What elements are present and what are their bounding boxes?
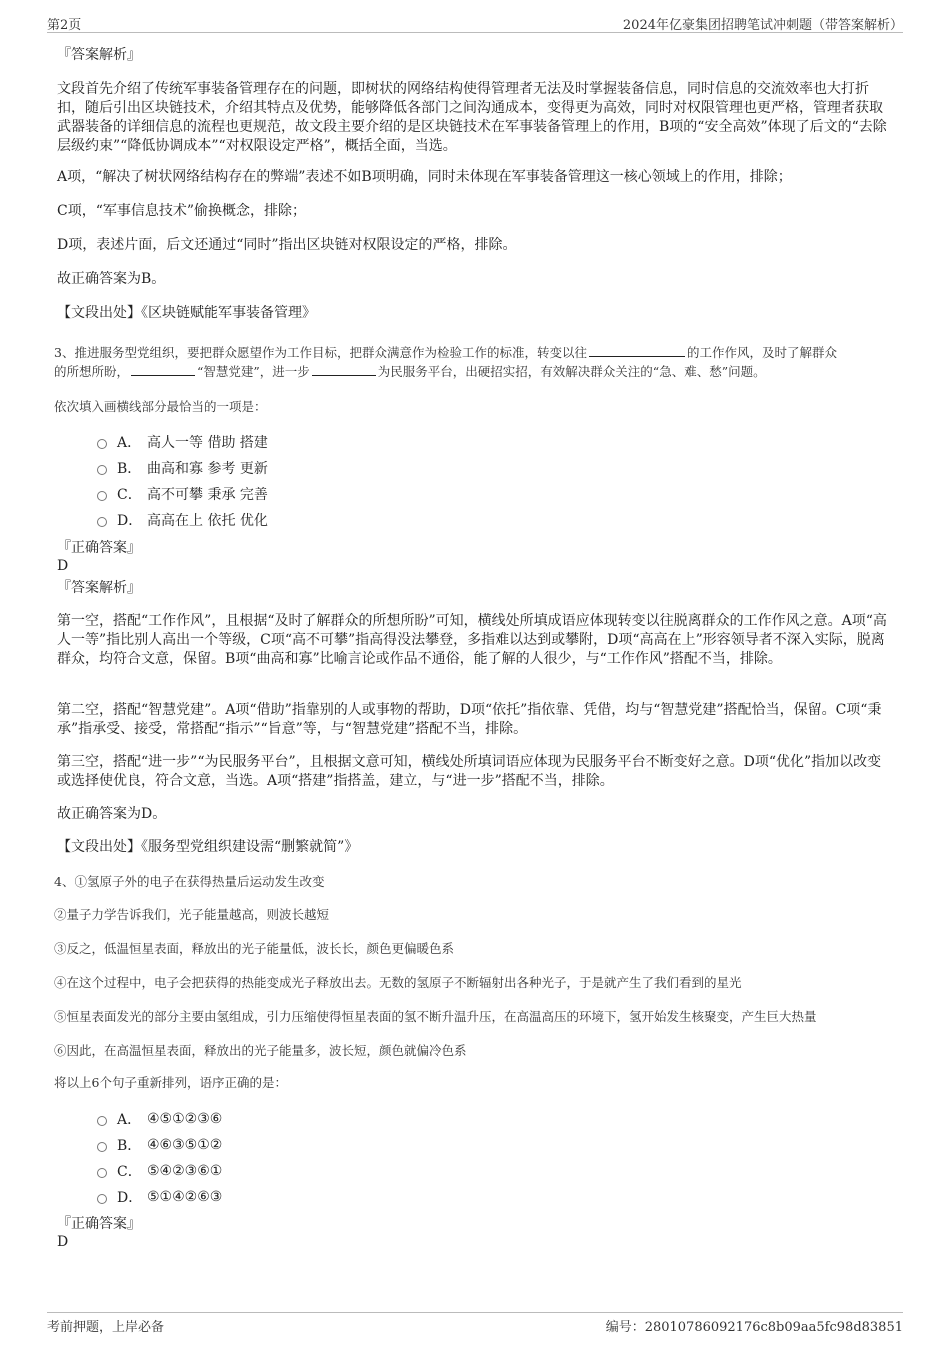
q4-option-a[interactable]: A． ④⑤①②③⑥ — [97, 1106, 222, 1132]
document-title: 2024年亿豪集团招聘笔试冲刺题（带答案解析） — [622, 18, 903, 33]
q4-sentence-3: ③反之，低温恒星表面，释放出的光子能量低，波长长，颜色更偏暖色系 — [54, 941, 455, 956]
q3-option-c[interactable]: C． 高不可攀 秉承 完善 — [97, 481, 268, 507]
footer-slogan: 考前押题，上岸必备 — [47, 1320, 165, 1335]
page-header — [47, 12, 903, 33]
q3-correct-label: 『正确答案』 — [57, 540, 141, 556]
q3-analysis-label: 『答案解析』 — [57, 580, 141, 596]
radio-icon[interactable] — [97, 1194, 107, 1204]
q3-analysis-para1: 第一空，搭配“工作作风”，且根据“及时了解群众的所想所盼”可知，横线处所填成语应体现转变以往脱离群众的工作作风之意。A项“高人一等”指比别人高出一个等级，C项“高不可攀”指高得没法攀登，多指难以达到或攀附，D项“高高在上”形容领导者不深入实际，脱离群众，均符合文意，保留。B项“曲高和寡”比喻言论或作品不通俗，能了解的人很少，与“工作作风”搭配不当，排除。 — [57, 613, 887, 667]
q3-analysis-para3: 第三空，搭配“进一步”“为民服务平台”，且根据文意可知，横线处所填词语应体现为民服务平台不断变好之意。D项“优化”指加以改变或选择使优良，符合文意，当选。A项“搭建”指搭盖，建立，与“进一步”搭配不当，排除。 — [57, 754, 882, 789]
blank-2[interactable] — [131, 363, 195, 376]
q4-sentence-5: ⑤恒星表面发光的部分主要由氢组成，引力压缩使得恒星表面的氢不断升温升压，在高温高压的环境下，氢开始发生核聚变，产生巨大热量 — [54, 1009, 817, 1024]
q2-analysis-para4: D项，表述片面，后文还通过“同时”指出区块链对权限设定的严格，排除。 — [57, 237, 517, 253]
q2-analysis-para2: A项，“解决了树状网络结构存在的弊端”表述不如B项明确，同时未体现在军事装备管理这一核心领域上的作用，排除； — [57, 169, 792, 185]
q3-correct-answer: D — [57, 558, 69, 574]
q3-option-b[interactable]: B． 曲高和寡 参考 更新 — [97, 455, 268, 481]
radio-icon[interactable] — [97, 439, 107, 449]
page-footer — [47, 1312, 903, 1335]
radio-icon[interactable] — [97, 491, 107, 501]
q4-option-d[interactable]: D． ⑤①④②⑥③ — [97, 1184, 222, 1210]
q3-option-d[interactable]: D． 高高在上 依托 优化 — [97, 507, 268, 533]
page-number: 第2页 — [47, 18, 82, 33]
q4-options — [97, 1106, 222, 1210]
q3-prompt: 依次填入画横线部分最恰当的一项是： — [54, 399, 267, 414]
q3-source: 【文段出处】《服务型党组织建设需“删繁就简”》 — [57, 839, 359, 855]
blank-3[interactable] — [312, 363, 376, 376]
q4-correct-label: 『正确答案』 — [57, 1216, 141, 1232]
q2-analysis-para3: C项，“军事信息技术”偷换概念，排除； — [57, 203, 307, 219]
document-id: 编号：28010786092176c8b09aa5fc98d83851 — [605, 1320, 903, 1335]
q4-sentence-4: ④在这个过程中，电子会把获得的热能变成光子释放出去。无数的氢原子不断辐射出各种光子，于是就产生了我们看到的星光 — [54, 975, 742, 990]
q2-analysis-para1: 文段首先介绍了传统军事装备管理存在的问题，即树状的网络结构使得管理者无法及时掌握装备信息，同时信息的交流效率也大打折扣，随后引出区块链技术，介绍其特点及优势，能够降低各部门之间沟通成本，变得更为高效，同时对权限管理也更严格，管理者获取武器装备的详细信息的流程也更规范，故文段主要介绍的是区块链技术在军事装备管理上的作用，B项的“安全高效”体现了后文的“去除层级约束”“降低协调成本”“对权限设定严格”，概括全面，当选。 — [57, 81, 887, 154]
q4-sentence-2: ②量子力学告诉我们，光子能量越高，则波长越短 — [54, 907, 330, 922]
q4-prompt: 将以上6个句子重新排列，语序正确的是： — [54, 1075, 287, 1090]
q2-conclusion: 故正确答案为B。 — [57, 271, 166, 287]
q4-sentence-6: ⑥因此，在高温恒星表面，释放出的光子能量多，波长短，颜色就偏冷色系 — [54, 1043, 467, 1058]
q3-stem: 3、推进服务型党组织，要把群众愿望作为工作目标，把群众满意作为检验工作的标准，转变以往 的工作作风，及时了解群众 的所想所盼， “智慧党建”，进一步 为民服务平台，出硬招实招，有效解决群众关注的“急、难、愁”问题。 — [54, 345, 837, 379]
q3-analysis-para2: 第二空，搭配“智慧党建”。A项“借助”指靠别的人或事物的帮助，D项“依托”指依靠、凭借，均与“智慧党建”搭配恰当，保留。C项“秉承”指承受、接受，常搭配“指示”“旨意”等，与“智慧党建”搭配不当，排除。 — [57, 702, 882, 737]
q2-analysis-label: 『答案解析』 — [57, 47, 141, 63]
radio-icon[interactable] — [97, 1142, 107, 1152]
q4-option-c[interactable]: C． ⑤④②③⑥① — [97, 1158, 222, 1184]
radio-icon[interactable] — [97, 1116, 107, 1126]
q2-source: 【文段出处】《区块链赋能军事装备管理》 — [57, 305, 316, 321]
q3-conclusion: 故正确答案为D。 — [57, 806, 167, 822]
q4-option-b[interactable]: B． ④⑥③⑤①② — [97, 1132, 222, 1158]
q4-correct-answer: D — [57, 1234, 69, 1250]
blank-1[interactable] — [589, 344, 685, 357]
radio-icon[interactable] — [97, 465, 107, 475]
q3-option-a[interactable]: A． 高人一等 借助 搭建 — [97, 429, 268, 455]
radio-icon[interactable] — [97, 517, 107, 527]
q3-options — [97, 429, 268, 533]
q4-sentence-1: 4、①氢原子外的电子在获得热量后运动发生改变 — [54, 874, 325, 889]
radio-icon[interactable] — [97, 1168, 107, 1178]
